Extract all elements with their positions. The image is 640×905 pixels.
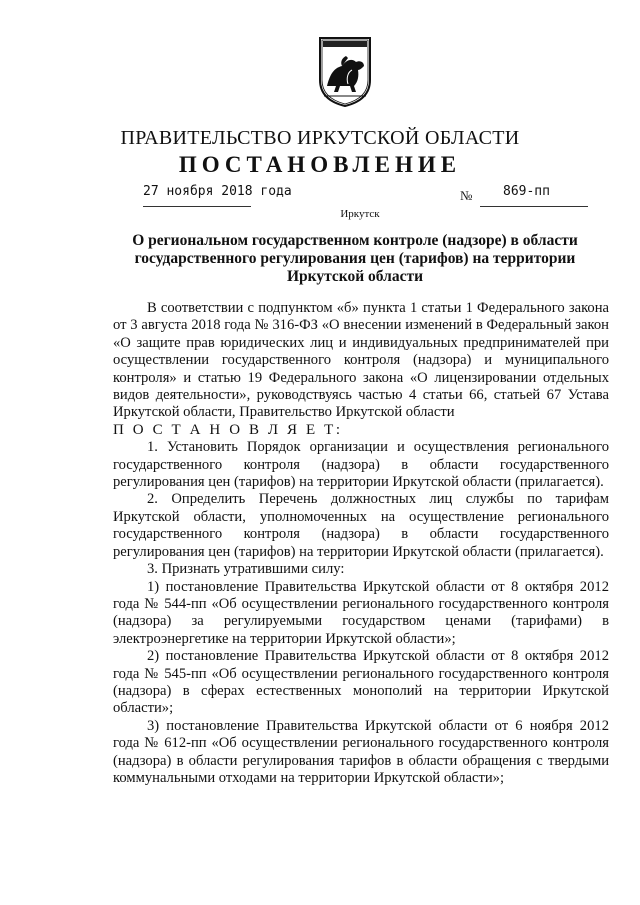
clause-1: 1. Установить Порядок организации и осуществления регионального государственного контроля (надзора) в области государственного регулирования цен (тарифов) на территории Иркутской области (прилагается). bbox=[113, 439, 609, 491]
resolve-heading: П О С Т А Н О В Л Я Е Т: bbox=[113, 421, 343, 438]
title-line: государственного регулирования цен (тарифов) на территории bbox=[134, 250, 576, 267]
clause-3: 3. Признать утратившими силу: bbox=[147, 561, 345, 578]
document-type: ПОСТАНОВЛЕНИЕ bbox=[178, 152, 462, 177]
government-name: ПРАВИТЕЛЬСТВО ИРКУТСКОЙ ОБЛАСТИ bbox=[120, 127, 520, 149]
city-name: Иркутск bbox=[340, 208, 380, 220]
title-line: О региональном государственном контроле (надзоре) в области bbox=[132, 232, 578, 249]
number-sign: № bbox=[460, 188, 473, 203]
subclause-3: 3) постановление Правительства Иркутской области от 6 ноября 2012 года № 612-пп «Об осуществлении регионального государственного контроля (надзора) в области регулирования тарифов в области обращения с твердыми коммунальными отходами на территории Иркутской области»; bbox=[113, 717, 609, 786]
irkutsk-coat-of-arms-icon bbox=[318, 36, 372, 108]
document-body bbox=[113, 300, 609, 787]
document-number: 869-пп bbox=[503, 184, 550, 199]
document-date: 27 ноября 2018 года bbox=[143, 184, 292, 199]
subclause-2: 2) постановление Правительства Иркутской области от 8 октября 2012 года № 545-пп «Об осуществлении регионального государственного контроля (надзора) в сферах естественных монополий на территории Иркутской области»; bbox=[113, 648, 609, 717]
preamble-paragraph: В соответствии с подпунктом «б» пункта 1 статьи 1 Федерального закона от 3 августа 2018 года № 316-ФЗ «О внесении изменений в Федеральный закон «О защите прав юридических лиц и индивидуальных предпринимателей при осуществлении государственного контроля (надзора) и муниципального контроля» и статью 19 Федерального закона «О лицензировании отдельных видов деятельности», руководствуясь частью 4 статьи 66, статьей 67 Устава Иркутской области, Правительство Иркутской области bbox=[113, 300, 609, 421]
clause-2: 2. Определить Перечень должностных лиц службы по тарифам Иркутской области, уполномоченных на осуществление регионального государственного контроля (надзора) в области государственного регулирования цен (тарифов) на территории Иркутской области (прилагается). bbox=[113, 491, 609, 560]
title-line: Иркутской области bbox=[286, 268, 424, 285]
document-title bbox=[115, 232, 595, 286]
subclause-1: 1) постановление Правительства Иркутской области от 8 октября 2012 года № 544-пп «Об осуществлении регионального государственного контроля (надзора) за регулируемыми государством ценами (тарифами) в электроэнергетике на территории Иркутской области»; bbox=[113, 578, 609, 647]
